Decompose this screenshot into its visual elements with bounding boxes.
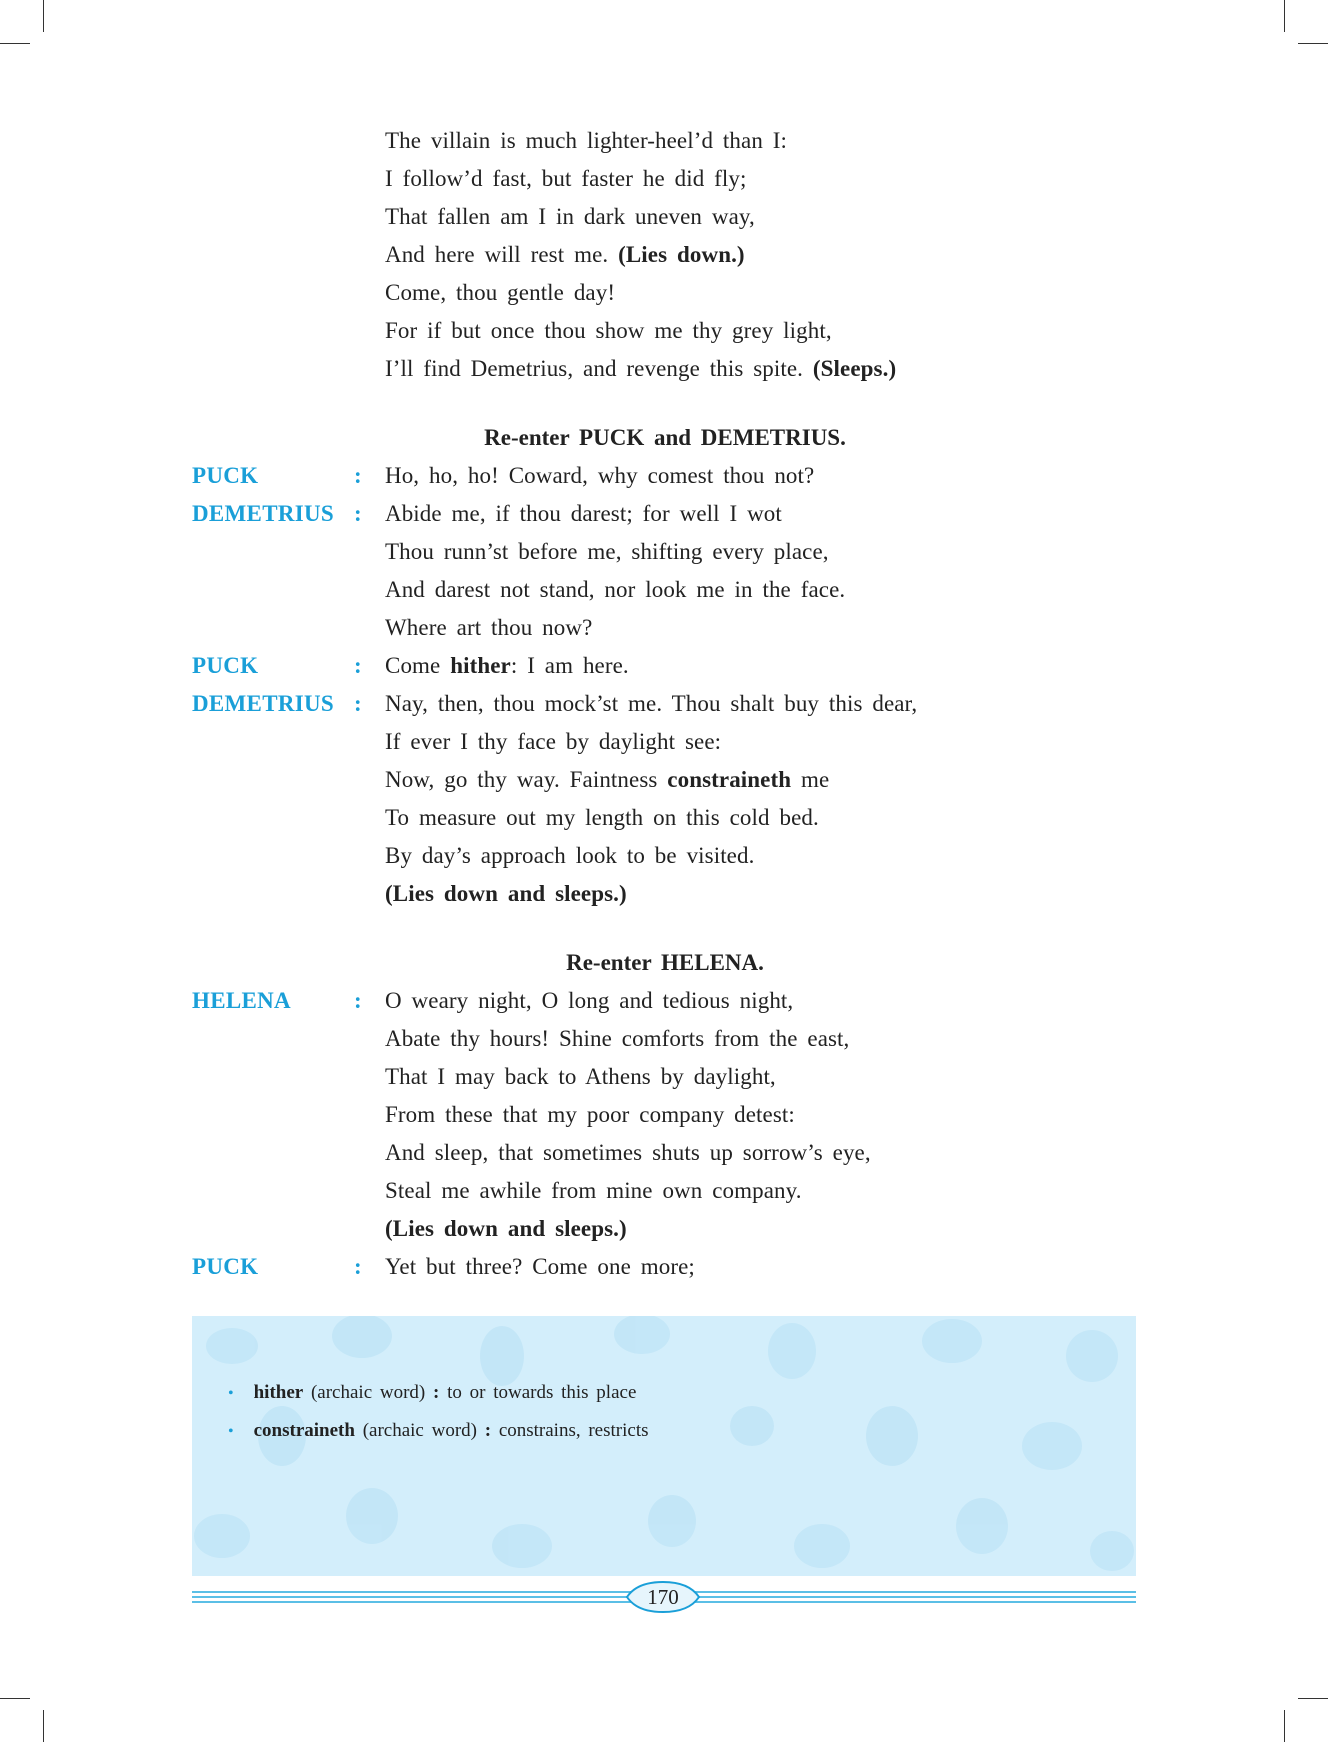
verse-line: And sleep, that sometimes shuts up sorrow’s eye, <box>385 1140 871 1165</box>
verse-text: And here will rest me. <box>385 242 609 267</box>
crop-mark <box>1284 0 1285 32</box>
crop-mark <box>1298 43 1328 44</box>
stage-direction-heading: Re-enter HELENA. <box>566 950 764 975</box>
verse-line: O weary night, O long and tedious night, <box>385 988 794 1013</box>
glossary-colon: : <box>433 1382 440 1403</box>
verse-line: Abide me, if thou darest; for well I wot <box>385 501 782 526</box>
speaker-colon: : <box>354 691 362 716</box>
crop-mark <box>1298 1698 1328 1699</box>
speaker-colon: : <box>354 463 362 488</box>
stage-direction: (Sleeps.) <box>812 356 897 381</box>
glossary-note: (archaic word) <box>354 1420 485 1441</box>
glossary-word: hither <box>450 653 511 678</box>
verse-text: Come <box>385 653 451 678</box>
verse-line: I follow’d fast, but faster he did fly; <box>385 166 747 191</box>
speaker-name: PUCK <box>192 653 259 678</box>
verse-line: Abate thy hours! Shine comforts from the east, <box>385 1026 850 1051</box>
bullet-icon: • <box>228 1385 234 1402</box>
speaker-colon: : <box>354 1254 362 1279</box>
verse-line: If ever I thy face by daylight see: <box>385 729 722 754</box>
verse-line: Steal me awhile from mine own company. <box>385 1178 802 1203</box>
verse-text: me <box>791 767 830 792</box>
verse-line: Thou runn’st before me, shifting every place, <box>385 539 829 564</box>
verse-line <box>385 352 896 386</box>
speaker-name: PUCK <box>192 463 259 488</box>
glossary-word: hither <box>253 1382 304 1403</box>
verse-text: : I am here. <box>510 653 629 678</box>
speaker-name: DEMETRIUS <box>192 501 335 526</box>
crop-mark <box>43 1710 44 1742</box>
verse-line: The villain is much lighter-heel’d than I: <box>385 128 788 153</box>
crop-mark <box>43 0 44 32</box>
glossary-box <box>192 1316 1136 1576</box>
verse-line: Nay, then, thou mock’st me. Thou shalt buy this dear, <box>385 691 918 716</box>
verse-line: Yet but three? Come one more; <box>385 1254 695 1279</box>
glossary-note: (archaic word) <box>303 1382 434 1403</box>
crop-mark <box>1284 1710 1285 1742</box>
verse-text: Now, go thy way. Faintness <box>385 767 668 792</box>
glossary-item <box>228 1378 636 1408</box>
verse-line <box>385 649 629 683</box>
stage-direction: (Lies down.) <box>618 242 745 267</box>
verse-line: Come, thou gentle day! <box>385 280 616 305</box>
bullet-icon: • <box>228 1423 234 1440</box>
glossary-meaning: to or towards this place <box>439 1382 637 1403</box>
verse-line: And darest not stand, nor look me in the face. <box>385 577 846 602</box>
verse-line <box>385 238 745 272</box>
verse-line: For if but once thou show me thy grey light, <box>385 318 832 343</box>
verse-line: That I may back to Athens by daylight, <box>385 1064 776 1089</box>
glossary-colon: : <box>484 1420 492 1441</box>
verse-line: To measure out my length on this cold bed. <box>385 805 819 830</box>
verse-text: I’ll find Demetrius, and revenge this spite. <box>385 356 804 381</box>
glossary-word: constraineth <box>253 1420 355 1441</box>
page-number: 170 <box>647 1585 679 1609</box>
speaker-colon: : <box>354 501 362 526</box>
glossary-word: constraineth <box>667 767 792 792</box>
speaker-name: PUCK <box>192 1254 259 1279</box>
glossary-item <box>228 1416 649 1446</box>
stage-direction-heading: Re-enter PUCK and DEMETRIUS. <box>484 425 846 450</box>
speaker-name: HELENA <box>192 988 291 1013</box>
verse-line: Where art thou now? <box>385 615 593 640</box>
verse-line: That fallen am I in dark uneven way, <box>385 204 755 229</box>
verse-line: From these that my poor company detest: <box>385 1102 795 1127</box>
verse-line: Ho, ho, ho! Coward, why comest thou not? <box>385 463 815 488</box>
stage-direction: (Lies down and sleeps.) <box>385 881 627 906</box>
crop-mark <box>0 43 30 44</box>
verse-line: By day’s approach look to be visited. <box>385 843 755 868</box>
verse-line <box>385 763 829 797</box>
crop-mark <box>0 1698 30 1699</box>
speaker-colon: : <box>354 988 362 1013</box>
speaker-colon: : <box>354 653 362 678</box>
stage-direction: (Lies down and sleeps.) <box>385 1216 627 1241</box>
speaker-name: DEMETRIUS <box>192 691 335 716</box>
glossary-meaning: constrains, restricts <box>491 1420 649 1441</box>
